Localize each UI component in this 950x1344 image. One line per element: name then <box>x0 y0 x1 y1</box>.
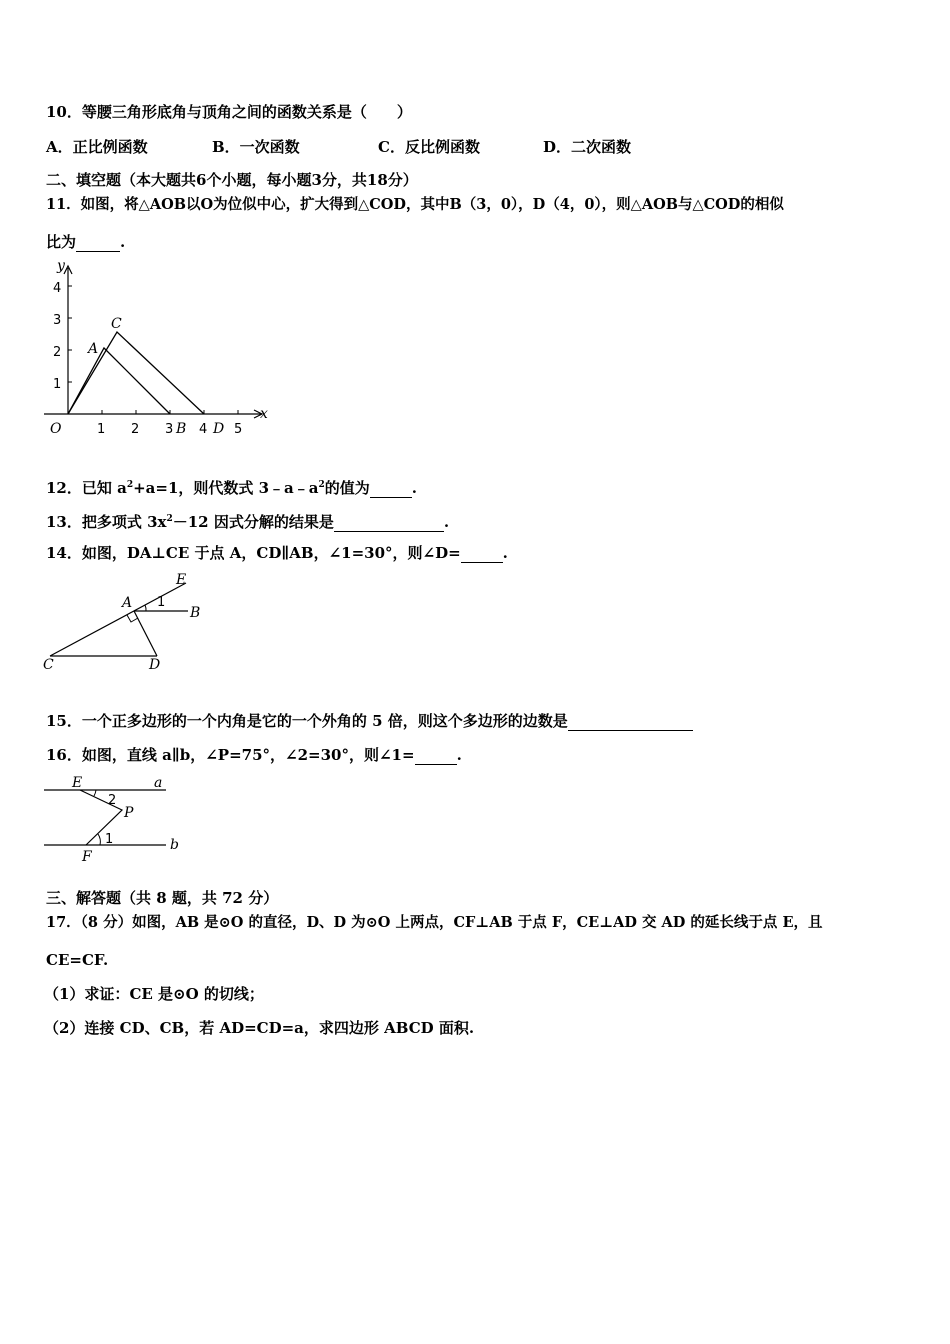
q10-option-c: C．反比例函数 <box>378 138 480 156</box>
point-d-label: D <box>149 657 161 673</box>
angle-1-arc <box>145 605 146 611</box>
q17-line1: 17．（8 分）如图，AB 是⊙O 的直径，D、D 为⊙O 上两点，CF⊥AB 于点 F，CE⊥AD 交 AD 的延长线于点 E，且 <box>46 914 823 931</box>
angle-1-arc <box>98 834 100 845</box>
q16-text: 16．如图，直线 a∥b，∠P=75°，∠2=30°，则∠1= <box>46 746 415 764</box>
q12-answer-blank <box>370 481 412 498</box>
point-c-label: C <box>43 657 54 673</box>
q12-end: . <box>411 479 418 497</box>
y-tick-1: 1 <box>53 377 62 392</box>
point-o-label: O <box>50 421 62 437</box>
y-tick-2: 2 <box>53 345 62 360</box>
q12-sup-2: 2 <box>318 480 325 490</box>
q12-text-b: +a=1，则代数式 3﹣a﹣a <box>133 479 319 497</box>
point-p-label: P <box>124 805 134 821</box>
y-tick-3: 3 <box>53 313 62 328</box>
point-c-label: C <box>111 316 122 332</box>
section-2-heading: 二、填空题（本大题共6个小题，每小题3分，共18分） <box>46 171 418 189</box>
point-a-label: A <box>88 341 99 357</box>
q11-prefix: 比为 <box>46 233 77 251</box>
q11-answer-blank <box>76 235 120 252</box>
triangle-aob <box>68 348 170 414</box>
point-b-label: B <box>176 421 187 437</box>
q10-option-b: B．一次函数 <box>212 138 300 156</box>
point-d-label: D <box>213 421 225 437</box>
q12-sup-1: 2 <box>126 480 134 490</box>
angle-2-label: 2 <box>108 793 117 808</box>
q10-stem: 10．等腰三角形底角与顶角之间的函数关系是（ ） <box>46 103 412 121</box>
line-b-label: b <box>170 837 179 853</box>
point-f-label: F <box>82 849 92 864</box>
q13-text-a: 13．把多项式 3x <box>46 513 167 531</box>
angle-1-label: 1 <box>105 832 114 847</box>
q14-answer-blank <box>461 546 503 563</box>
q13-end: . <box>443 513 450 531</box>
x-tick-2: 2 <box>131 422 140 437</box>
q10-option-d: D．二次函数 <box>543 138 632 156</box>
q11-figure <box>40 258 272 440</box>
q11-line2 <box>46 232 125 252</box>
q14-line <box>46 543 508 563</box>
q16-line <box>46 745 462 765</box>
x-axis-label: x <box>260 406 268 422</box>
y-ticks <box>53 281 72 392</box>
point-e-label: E <box>72 775 83 791</box>
q14-figure <box>40 570 210 675</box>
q15-text: 15．一个正多边形的一个内角是它的一个外角的 5 倍，则这个多边形的边数是 <box>46 712 568 730</box>
q13-sup: 2 <box>166 514 173 524</box>
q17-line2: CE=CF. <box>46 951 109 969</box>
angle-2-arc <box>94 790 96 796</box>
x-tick-4: 4 <box>199 422 208 437</box>
q17-part1: （1）求证：CE 是⊙O 的切线； <box>44 985 264 1003</box>
q13-answer-blank <box>334 515 444 532</box>
y-axis-label: y <box>57 258 65 274</box>
q16-end: . <box>456 746 462 764</box>
q16-figure <box>40 772 190 864</box>
section-3-heading: 三、解答题（共 8 题，共 72 分） <box>46 889 279 907</box>
q14-end: . <box>502 544 508 562</box>
q13-line <box>46 509 449 532</box>
q15-answer-blank <box>568 714 693 731</box>
q15-line <box>46 711 693 731</box>
angle-1-label: 1 <box>157 595 166 610</box>
q16-answer-blank <box>415 748 457 765</box>
q12-text-c: 的值为 <box>324 479 370 497</box>
q13-text-b: －12 因式分解的结果是 <box>172 513 334 531</box>
line-a-label: a <box>154 775 163 791</box>
x-tick-3: 3 <box>165 422 174 437</box>
x-tick-1: 1 <box>97 422 106 437</box>
q11-end: . <box>120 233 126 251</box>
y-tick-4: 4 <box>53 281 62 296</box>
point-e-label: E <box>176 572 187 588</box>
q17-part2: （2）连接 CD、CB，若 AD=CD=a，求四边形 ABCD 面积. <box>44 1019 475 1037</box>
q11-line1: 11．如图，将△AOB以O为位似中心，扩大得到△COD，其中B（3，0），D（4，0），则△AOB与△COD的相似 <box>46 196 784 213</box>
x-tick-5: 5 <box>234 422 243 437</box>
point-a-label: A <box>122 595 133 611</box>
line-ce <box>50 583 186 656</box>
q14-text: 14．如图，DA⊥CE 于点 A，CD∥AB，∠1=30°，则∠D= <box>46 544 461 562</box>
point-b-label: B <box>190 605 201 621</box>
q10-option-a: A．正比例函数 <box>46 138 148 156</box>
q12-line <box>46 475 417 498</box>
q12-text-a: 12．已知 a <box>46 479 127 497</box>
